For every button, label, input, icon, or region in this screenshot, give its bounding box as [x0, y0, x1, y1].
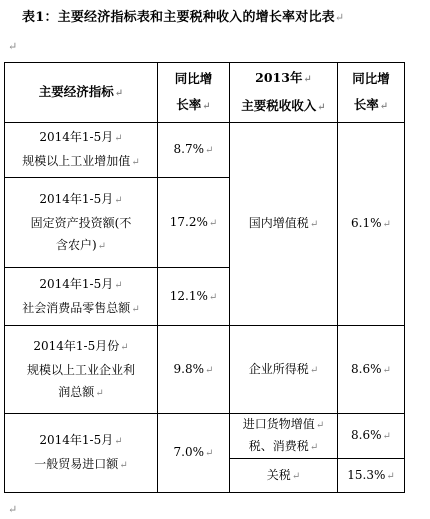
indicator-rate-cell: 12.1%↵ [158, 268, 230, 326]
table-row [5, 326, 405, 414]
comparison-table [4, 62, 405, 493]
header-tax-rate: 同比增 长率↵ [338, 63, 405, 123]
tax-rate-cell: 8.6%↵ [338, 414, 405, 459]
tax-cell: 进口货物增值↵ 税、消费税↵ [230, 414, 338, 459]
table-row [5, 123, 405, 178]
indicator-cell: 2014年1-5月↵ 社会消费品零售总额↵ [5, 268, 158, 326]
indicator-rate-cell: 7.0%↵ [158, 414, 230, 493]
tax-cell: 企业所得税↵ [230, 326, 338, 414]
indicator-rate-cell: 8.7%↵ [158, 123, 230, 178]
tax-rate-cell: 8.6%↵ [338, 326, 405, 414]
header-indicator: 主要经济指标↵ [5, 63, 158, 123]
tax-cell: 国内增值税↵ [230, 123, 338, 326]
paragraph-mark-icon: ↵ [334, 11, 345, 24]
paragraph-mark-icon: ↵ [8, 40, 18, 53]
table-title [22, 6, 422, 25]
header-indicator-rate: 同比增 长率↵ [158, 63, 230, 123]
header-tax: 2013年↵ 主要税收收入↵ [230, 63, 338, 123]
tax-rate-cell: 6.1%↵ [338, 123, 405, 326]
indicator-cell: 2014年1-5月份↵ 规模以上工业企业利 润总额↵ [5, 326, 158, 414]
indicator-rate-cell: 9.8%↵ [158, 326, 230, 414]
title-text: 表1：主要经济指标表和主要税种收入的增长率对比表 [22, 10, 335, 25]
tax-rate-cell: 15.3%↵ [338, 459, 405, 493]
indicator-cell: 2014年1-5月↵ 固定资产投资额(不 含农户)↵ [5, 178, 158, 268]
indicator-cell: 2014年1-5月↵ 规模以上工业增加值↵ [5, 123, 158, 178]
paragraph-mark-icon: ↵ [8, 503, 18, 516]
header-row [5, 63, 405, 123]
indicator-rate-cell: 17.2%↵ [158, 178, 230, 268]
tax-cell: 关税↵ [230, 459, 338, 493]
indicator-cell: 2014年1-5月↵ 一般贸易进口额↵ [5, 414, 158, 493]
table-row [5, 414, 405, 459]
